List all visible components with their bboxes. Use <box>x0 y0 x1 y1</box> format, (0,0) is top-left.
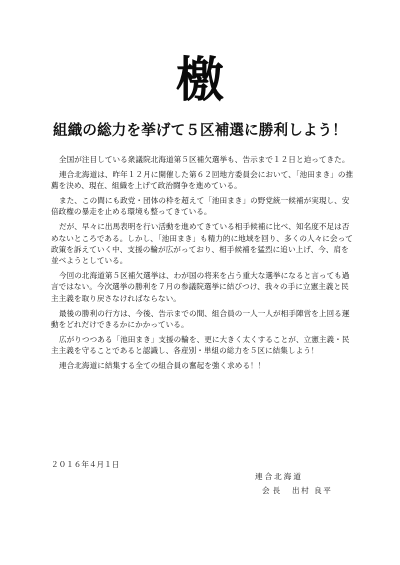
paragraph: 最後の勝利の行方は、今後、告示までの間、組合員の一人一人が相手陣営を上回る運動をどれだけできるかにかかっている。 <box>51 308 350 329</box>
body-text <box>51 154 356 371</box>
paragraph: 広がりつつある「池田まき」支援の輪を、更に大きく太くすることが、立憲主義・民主主義を守ることであると認識し、各産別・単組の総力を５区に結集しよう！ <box>51 334 350 356</box>
paragraph: 今回の北海道第５区補欠選挙は、わが国の将来を占う重大な選挙になると言っても過言ではない。今次選挙の勝利を７月の参議院選挙に結びつけ、我々の手に立憲主義と民主主義を取り戻さなければならない。 <box>51 271 350 303</box>
paragraph: 連合北海道は、昨年１２月に開催した第６２回地方委員会において、「池田まき」の推薦を決め、現在、組織を上げて政治闘争を進めている。 <box>51 169 354 191</box>
paragraph: また、この間にも政党・団体の枠を超えて「池田まき」の野党統一候補が実現し、安倍政権の暴走を止める環境も整ってきている。 <box>51 196 350 217</box>
document-date: ２０１６年４月１日 <box>51 460 120 469</box>
headline: 組織の総力を挙げて５区補選に勝利しよう！ <box>53 123 347 139</box>
signature-title: 会長 <box>262 486 284 495</box>
paragraph: 連合北海道に結集する全ての組合員の奮起を強く求める！！ <box>59 360 266 370</box>
paragraph: 全国が注目している衆議院北海道第５区補欠選挙も、告示まで１２日と迫ってきた。 <box>59 155 350 164</box>
paragraph: だが、早々に出馬表明を行い活動を進めてきている相手候補に比べ、知名度不足は否めないところである。しかし、「池田まき」も精力的に地域を回り、多くの人々に会って政策を訴えていく中、支援の輪が広がっており、相手候補を猛烈に追い上げ、今、肩を並べようとしている。 <box>51 222 353 266</box>
heading-character: 檄 <box>175 52 224 108</box>
signature-organization: 連合北海道 <box>255 472 303 481</box>
signature-name: 出村 良平 <box>292 486 333 495</box>
